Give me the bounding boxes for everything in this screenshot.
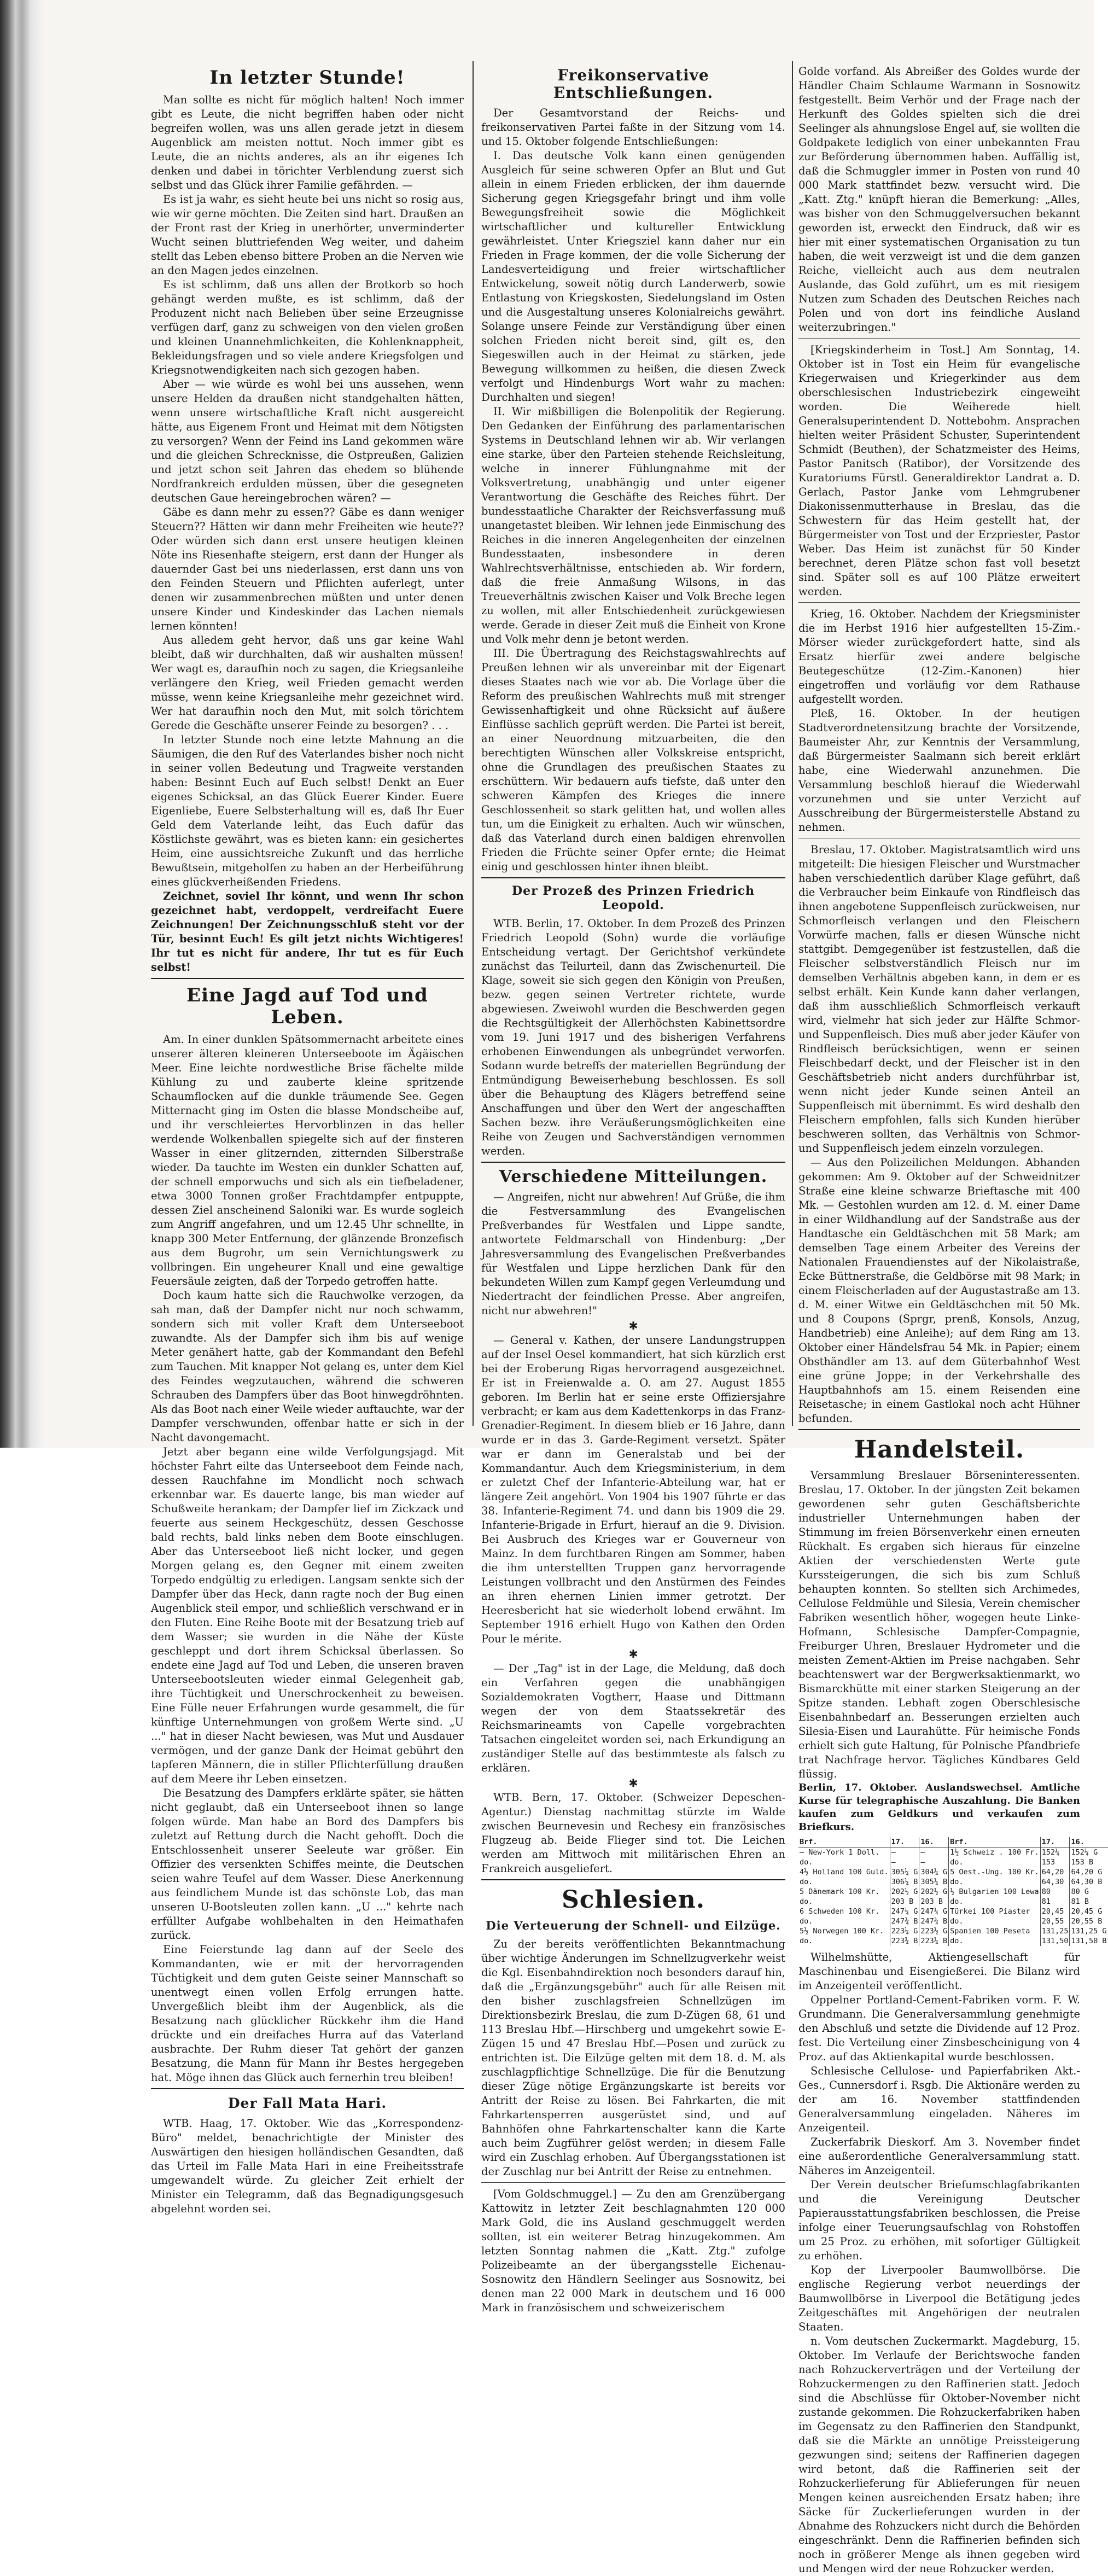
section-rule bbox=[798, 602, 1080, 603]
section-rule bbox=[481, 877, 785, 878]
table-cell: 223¾ B bbox=[890, 1936, 919, 1946]
article-paragraph: — Angreifen, nicht nur abwehren! Auf Grüße, die ihm die Festversammlung des Evangelischen Preßverbandes für Westfalen und Lippe sandte, antwortete Feldmarschall von Hindenburg: „Der Jahresversammlung des Evangelischen Preßverbandes für Westfalen und Lippe herzlichen Dank für den bekundeten Willen zum Kampf gegen Verleumdung und Niedertracht der feindlichen Presse. Aber angreifen, nicht nur abwehren!" bbox=[481, 1191, 785, 1317]
table-header-cell: 17. bbox=[890, 1837, 919, 1848]
table-cell: 80 G bbox=[1071, 1887, 1089, 1896]
table-row bbox=[798, 1916, 1108, 1926]
column-left bbox=[151, 65, 464, 2215]
table-cell: 1½ Schweiz . 100 Fr. bbox=[949, 1848, 1041, 1858]
headline-handelsteil: Handelsteil. bbox=[854, 1436, 1025, 1464]
table-cell: do. bbox=[949, 1936, 1041, 1946]
table-cell: 81 B bbox=[1071, 1897, 1089, 1906]
table-cell: 152¼ bbox=[1040, 1848, 1070, 1858]
table-row bbox=[798, 1887, 1108, 1897]
article-paragraph: Jetzt aber begann eine wilde Verfolgungsjagd. Mit höchster Fahrt eilte das Unterseeboot dem Feinde nach, dessen Rauchfahne im Mondlicht noch schwach erkennbar war. Es dauerte lange, bis man wieder auf Schußweite herankam; der Dampfer lief im Zickzack und feuerte aus seinem Heckgeschütz, dessen Geschosse bald rechts, bald links neben dem Boote einschlugen. Aber das Unterseeboot ließ nicht locker, und gegen Morgen gelang es, den Gegner mit einem zweiten Torpedo endgültig zu erledigen. Langsam senkte sich der Dampfer über das Heck, dann ragte noch der Bug einen Augenblick steil empor, und schließlich verschwand er in den Fluten. Eine Reihe Boote mit der Besatzung trieb auf dem Wasser; sie wurden in die Nähe der Küste geschleppt und dort ihrem Schicksal überlassen. So endete eine Jagd auf Tod und Leben, die unseren braven Unterseebootsleuten wieder einmal Gelegenheit gab, ihre Tüchtigkeit und Unerschrockenheit zu beweisen. Eine Fülle neuer Erfahrungen wurde gesammelt, die für künftige Unternehmungen von großem Werte sind. „U ..." hat in dieser Nacht bewiesen, was Mut und Ausdauer vermögen, und der ganze Dank der Heimat gebührt den tapferen Männern, die in stiller Pflichterfüllung draußen auf dem Meere ihr Leben einsetzen. bbox=[151, 1446, 464, 1785]
table-cell: 81 bbox=[1040, 1897, 1070, 1907]
article-paragraph: III. Die Übertragung des Reichstagswahlrechts auf Preußen lehnen wir als unvereinbar mit der Eigenart dieses Staates nach wie vor ab. Die Vorlage über die Reform des preußischen Wahlrechts muß mit strenger Gewissenhaftigkeit und ohne Rücksicht auf äußere Einflüsse sachlich geprüft werden. Die Partei ist bereit, an einer Neuordnung mitzuarbeiten, die den berechtigten Wünschen aller Volkskreise entspricht, ohne die Grundlagen des preußischen Staates zu erschüttern. Wir bedauern aufs tiefste, daß unter den schweren Kämpfen des Krieges die innere Geschlossenheit so stark gelitten hat, und wollen alles tun, um die Einigkeit zu erhalten. Auch wir wünschen, daß das Vaterland durch einen baldigen ehrenvollen Frieden die Früchte seiner Opfer ernte; die Heimat einig und geschlossen hinter ihnen bleibt. bbox=[481, 647, 785, 873]
table-cell: 64,20 bbox=[1040, 1867, 1070, 1877]
table-cell: 203 B bbox=[890, 1897, 919, 1907]
section-rule bbox=[481, 1879, 785, 1880]
section-rule bbox=[481, 2182, 785, 2183]
article-paragraph: Wilhelmshütte, Aktiengesellschaft für Maschinenbau und Eisengießerei. Die Bilanz wird im Anzeigenteil veröffentlicht. bbox=[798, 1951, 1080, 1992]
table-cell: 131,50 bbox=[1040, 1936, 1070, 1946]
subheadline-verteuerung: Die Verteuerung der Schnell- und Eilzüge. bbox=[486, 1919, 781, 1932]
article-paragraph: WTB. Bern, 17. Oktober. (Schweizer Depeschen-Agentur.) Dienstag nachmittag stürzte im Walde zwischen Beurnevesin und Rechesy ein französisches Flugzeug ab. Beide Flieger sind tot. Die Leichen werden am Mittwoch mit militärischen Ehren an Frankreich ausgeliefert. bbox=[481, 1791, 785, 1875]
section-rule bbox=[151, 2088, 464, 2089]
headline-fall-mata-hari: Der Fall Mata Hari. bbox=[228, 2095, 387, 2111]
table-cell: 80 bbox=[1040, 1887, 1070, 1897]
table-cell: 131,50 B bbox=[1071, 1937, 1107, 1945]
table-cell: do. bbox=[949, 1916, 1041, 1926]
newspaper-page bbox=[43, 0, 1107, 2575]
article-paragraph: Gäbe es dann mehr zu essen?? Gäbe es dann weniger Steuern?? Hätten wir dann mehr Freiheiten wie heute?? Oder würden sich dann erst unsere heutigen kleinen Nöte ins Riesenhafte steigern, erst dann der Hunger als dauernder Gast bei uns niederlassen, erst dann uns von den Feinden Steuern und Pflichten auferlegt, unter denen wir zusammenbrechen müßten und unter denen unsere Kinder und Kindeskinder das Lachen niemals lernen könnten! bbox=[151, 506, 464, 632]
table-cell: 202½ G bbox=[919, 1887, 949, 1897]
headline-verschiedene-mitteilungen: Verschiedene Mitteilungen. bbox=[499, 1167, 768, 1186]
article-paragraph: Der Gesamtvorstand der Reichs- und freikonservativen Partei faßte in der Sitzung vom 14. und 15. Oktober folgende Entschließungen: bbox=[481, 107, 785, 148]
table-header-cell: Brf. bbox=[798, 1837, 890, 1848]
article-paragraph: Breslau, 17. Oktober. Magistratsamtlich wird uns mitgeteilt: Die hiesigen Fleischer und Wurstmacher haben verschiedentlich darüber Klage geführt, daß die Verbraucher beim Einkaufe von Rindfleisch das ihnen angebotene Suppenfleisch zurückweisen, nur Schmorfleisch verlangen und den Fleischern Vorwürfe machen, falls er diesen Wünsche nicht stattgibt. Demgegenüber ist festzustellen, daß die Fleischer selbstverständlich Fleisch nur im demselben Verhältnis abgeben kann, in dem er es selbst erhält. Kein Kunde kann daher verlangen, daß ihm ausschließlich Schmorfleisch verkauft wird, vielmehr hat sich jeder zur Hälfte Schmor- und Suppenfleisch. Dies muß aber jeder Käufer von Rindfleisch berücksichtigen, wenn er seinen Fleischbedarf deckt, und der Fleischer ist in den Geschäftsbetrieb nicht anders durchführbar ist, wenn nicht jeder Kunde seinen Anteil an Suppenfleisch mit übernimmt. Es wird deshalb den Fleischern empfohlen, falls sich Kunden hierüber beschweren sollten, das Verhältnis von Schmor- und Suppenfleisch jedem einzeln vorzulegen. bbox=[798, 843, 1080, 1155]
table-cell: 247¾ B bbox=[890, 1916, 919, 1926]
headline-freikonservative: Freikonservative Entschließungen. bbox=[553, 66, 714, 102]
article-paragraph: In letzter Stunde noch eine letzte Mahnung an die Säumigen, die den Ruf des Vaterlandes bisher noch nicht in seiner vollen Bedeutung und Tragweite verstanden haben: Besinnt Euch auf Euch selbst! Denkt an Euer eigenes Schicksal, an das Glück Euerer Kinder. Euere Eigenliebe, Euere Selbsterhaltung will es, daß Ihr Euer Geld dem Vaterlande leiht, das Euch dafür das Köstlichste gewährt, was es bieten kann: ein gesichertes Heim, eine aussichtsreiche Zukunft und das herrliche Bewußtsein, mitgeholfen zu haben an der Herbeiführung eines glückverheißenden Friedens. bbox=[151, 733, 464, 888]
table-cell: — bbox=[890, 1857, 919, 1867]
headline-prozess-prinz: Der Prozeß des Prinzen Friedrich Leopold. bbox=[512, 884, 755, 912]
table-cell: 20,45 bbox=[1040, 1907, 1070, 1916]
table-cell: do. bbox=[949, 1857, 1041, 1867]
table-cell: 305¼ B bbox=[919, 1877, 949, 1887]
table-cell: do. bbox=[949, 1897, 1041, 1907]
table-cell: 64,20 G bbox=[1071, 1868, 1103, 1876]
table-cell: 152¼ G bbox=[1071, 1848, 1098, 1857]
table-row bbox=[798, 1926, 1108, 1936]
table-cell: 247¼ G bbox=[890, 1907, 919, 1916]
table-cell: Spanien 100 Peseta bbox=[949, 1926, 1041, 1936]
article-paragraph: Man sollte es nicht für möglich halten! Noch immer gibt es Leute, die nicht begriffen haben oder nicht begreifen wollen, was uns allen gerade jetzt in diesem Augenblick am meisten nottut. Noch immer gibt es Leute, die an nichts anderes, als an ihr eigenes Ich denken und dabei in törichter Verblendung zuerst sich selbst und das Glück ihrer Familie gefährden. — bbox=[151, 94, 464, 191]
article-paragraph: — General v. Kathen, der unsere Landungstruppen auf der Insel Oesel kommandiert, hat sich kürzlich erst bei der Eroberung Rigas hervorragend ausgezeichnet. Er ist in Freienwalde a. O. am 27. August 1855 geboren. Im Berlin hat er seine erste Offiziersjahre verbracht; er kam aus dem Kadettenkorps in das Franz-Grenadier-Regiment. In diesem blieb er 16 Jahre, dann wurde er in das 3. Garde-Regiment versetzt. Später war er dann im Generalstab und bei der Kommandantur. Auch dem Kriegsministerium, in dem er zuletzt Chef der Infanterie-Abteilung war, hat er längere Zeit angehört. Von 1904 bis 1907 führte er das 38. Infanterie-Regiment 74. und dann bis 1909 die 29. Infanterie-Brigade in Erfurt, hierauf an die 9. Division. Bei Ausbruch des Krieges war er Gouverneur von Mainz. In dem furchtbaren Ringen am Sommer, haben die ihm unterstellten Truppen ganz hervorragende Leistungen vollbracht und den Anstürmen des Feindes an ihren ehernen Linien immer getrotzt. Der Heeresbericht hat sie wiederholt lobend erwähnt. Im September 1916 erhielt Hugo von Kathen den Orden Pour le mérite. bbox=[481, 1334, 785, 1645]
section-rule bbox=[798, 1429, 1080, 1430]
article-paragraph: [Vom Goldschmuggel.] — Zu den am Grenzübergang Kattowitz in letzter Zeit beschlagnahmten 120 000 Mark Gold, die ins Ausland geschmuggelt werden sollten, ist ein weiterer Betrag hinzugekommen. Am letzten Sonntag nahmen die „Katt. Ztg." zufolge Polizeibeamte an der übergangsstelle Eichenau-Sosnowitz den Händlern Seelinger aus Sosnowitz, bei denen man 22 000 Mark in deutschem und 16 000 Mark in französischem und schweizerischem bbox=[481, 2188, 785, 2314]
column-divider bbox=[792, 61, 793, 1426]
table-header-cell: 16. bbox=[1070, 1837, 1108, 1848]
table-cell: 203 B bbox=[919, 1897, 949, 1907]
table-cell: — bbox=[919, 1848, 949, 1858]
article-paragraph: WTB. Haag, 17. Oktober. Wie das „Korrespondenz-Büro" meldet, benachrichtigte der Minister des Auswärtigen den hiesigen holländischen Gesandten, daß das Urteil im Falle Mata Hari in eine Freiheitsstrafe umgewandelt würde. Zu gleicher Zeit erhielt der Minister ein Telegramm, daß das Begnadigungsgesuch abgelehnt worden sei. bbox=[151, 2117, 464, 2215]
table-cell: 305¼ G bbox=[890, 1867, 919, 1877]
article-paragraph: Zeichnet, soviel Ihr könnt, und wenn Ihr schon gezeichnet habt, verdoppelt, verdreifacht Euere Zeichnungen! Der Zeichnungsschluß steht vor der Tür, besinnt Euch! Es gilt jetzt nichts Wichtigeres! Ihr tut es nicht für andere, Ihr tut es für Euch selbst! bbox=[151, 890, 464, 974]
article-paragraph: Kop der Liverpooler Baumwollbörse. Die englische Regierung verbot neuerdings der Baumwollbörse in Liverpool die Betätigung jedes Zeitgeschäftes mit Angehörigen der neutralen Staaten. bbox=[798, 2264, 1080, 2333]
exchange-rate-table bbox=[798, 1837, 1107, 1946]
article-paragraph: I. Das deutsche Volk kann einen genügenden Ausgleich für seine schweren Opfer an Blut und Gut allein in einem Frieden erblicken, der ihm dauernde Sicherung gegen Kriegsgefahr bringt und ihm volle Bewegungsfreiheit sowie die Möglichkeit wirtschaftlicher und kultureller Entwicklung gewährleistet. Unter Kriegsziel kann daher nur ein Frieden in Frage kommen, der die volle Sicherung der Landesverteidigung und freier wirtschaftlicher Entwickelung, soweit nötig durch Landerwerb, sowie Entlastung von Kriegskosten, Siedelungsland im Osten und die Ausgestaltung unseres Kolonialreichs gewährt. Solange unsere Feinde zur Verständigung über einen solchen Frieden nicht bereit sind, gilt es, den Siegeswillen auch in der Heimat zu stärken, jede Bewegung willkommen zu heißen, die diesen Zweck verfolgt und Hindenburgs Wort wahr zu machen: Durchhalten und siegen! bbox=[481, 149, 785, 404]
table-cell: 5 Dänemark 100 Kr. bbox=[798, 1887, 890, 1897]
column-divider bbox=[473, 61, 474, 1426]
separator-star: ✱ bbox=[628, 1647, 638, 1660]
table-cell: 20,45 G bbox=[1071, 1907, 1103, 1916]
table-cell: 202½ G bbox=[890, 1887, 919, 1897]
article-paragraph: WTB. Berlin, 17. Oktober. In dem Prozeß des Prinzen Friedrich Leopold (Sohn) wurde die vorläufige Entscheidung vertagt. Der Gerichtshof verkündete zunächst das Teilurteil, dann das Zwischenurteil. Die Klage, soweit sie sich gegen den Königin von Preußen, bezw. gegen seinen Vertreter richtete, wurde abgewiesen. Zweiwohl wurden die Beschwerden gegen die Rechtsgültigkeit der Allerhöchsten Kabinettsordre vom 19. Juni 1917 und des bisherigen Verfahrens erhobenen Einwendungen als unbegründet verworfen. Sodann wurde betreffs der materiellen Begründung der Entmündigung Beweiserhebung beschlossen. Es soll über die Behauptung des Klägers betreffend seine Anschaffungen und über den Wert der angeschafften Sachen bezw. ihre Veräußerungsmöglichkeiten eine Reihe von Zeugen und Sachverständigen vernommen werden. bbox=[481, 917, 785, 1157]
headline-eine-jagd: Eine Jagd auf Tod und Leben. bbox=[186, 984, 428, 1028]
table-cell: 223½ G bbox=[919, 1926, 949, 1936]
table-cell: do. bbox=[949, 1877, 1041, 1887]
table-row bbox=[798, 1848, 1108, 1858]
table-cell: 131,25 G bbox=[1071, 1927, 1107, 1936]
table-row bbox=[798, 1897, 1108, 1907]
article-paragraph: Schlesische Cellulose- und Papierfabriken Akt.-Ges., Cunnersdorf i. Rsgb. Die Aktionäre werden zu der am 16. November stattfindenden Generalversammlung eingeladen. Näheres im Anzeigenteil. bbox=[798, 2065, 1080, 2134]
article-paragraph: Es ist schlimm, daß uns allen der Brotkorb so hoch gehängt werden mußte, es ist schlimm, daß der Produzent nicht nach Belieben über seine Erzeugnisse verfügen darf, ganz zu schweigen von den vielen großen und kleinen Unannehmlichkeiten, die Kohlenknappheit, Bekleidungsfragen und so viele andere Kriegsfolgen und Kriegsnotwendigkeiten nach sich gezogen haben. bbox=[151, 278, 464, 376]
article-paragraph: Pleß, 16. Oktober. In der heutigen Stadtverordnetensitzung brachte der Vorsitzende, Baumeister Ahr, zur Kenntnis der Versammlung, daß Bürgermeister Saalmann sich bereit erklärt habe, eine Wiederwahl anzunehmen. Die Versammlung beschloß hierauf die Wiederwahl vorzunehmen und sie unter Verzicht auf Ausschreibung der Bürgermeisterstelle Abstand zu nehmen. bbox=[798, 707, 1080, 834]
table-row bbox=[798, 1936, 1108, 1946]
table-header-cell: 17. bbox=[1040, 1837, 1070, 1848]
table-cell: 223¼ G bbox=[890, 1926, 919, 1936]
article-paragraph: Doch kaum hatte sich die Rauchwolke verzogen, da sah man, daß der Dampfer nicht nur noch schwamm, sondern sich mit voller Kraft dem Unterseeboot zuwandte. Als der Dampfer sich ihm bis auf wenige Meter genähert hatte, gab der Kommandant den Befehl zum Tauchen. Mit knapper Not gelang es, unter dem Kiel des Feindes wegzutauchen, während die schweren Schrauben des Dampfers über das Boot hinwegdröhnten. Als das Boot nach einer Weile wieder auftauchte, war der Dampfer verschwunden, offenbar hatte er sich in der Nacht davongemacht. bbox=[151, 1289, 464, 1444]
table-cell: 20,55 bbox=[1040, 1916, 1070, 1926]
article-paragraph: Am. In einer dunklen Spätsommernacht arbeitete eines unserer älteren kleineren Unterseeboote im Ägäischen Meer. Eine leichte nordwestliche Brise fächelte milde Kühlung zu und zauberte kleine spritzende Schaumflocken auf die dunkle träumende See. Gegen Mitternacht ging im Osten die blasse Mondscheibe auf, und ihr verschleiertes Hervorblinzen in das heller werdende Wolkenballen spiegelte sich auf der finsteren Wasser in einer glitzernden, zitternden Silberstraße wieder. Da tauchte im Westen ein dunkler Schatten auf, der schnell emporwuchs und sich als ein tiefbeladener, etwa 3000 Tonnen großer Frachtdampfer entpuppte, dessen Ziel anscheinend Saloniki war. Es wurde sogleich zum Angriff angefahren, und um 12.45 Uhr schnellte, in knapp 300 Meter Entfernung, der glänzende Bronzefisch aus dem Bugrohr, um sein Vernichtungswerk zu vollbringen. Ein ungeheurer Knall und eine gewaltige Feuersäule zeigten, daß der Torpedo getroffen hatte. bbox=[151, 1033, 464, 1287]
separator-star: ✱ bbox=[628, 1776, 638, 1790]
table-cell: do. bbox=[798, 1916, 890, 1926]
table-row bbox=[798, 1907, 1108, 1916]
table-cell: 5½ Norwegen 100 Kr. bbox=[798, 1926, 890, 1936]
article-paragraph: Es ist ja wahr, es sieht heute bei uns nicht so rosig aus, wie wir gerne möchten. Die Zeiten sind hart. Draußen an der Front rast der Krieg in unerhörter, unverminderter Wucht seinen bluttriefenden Weg weiter, und daheim stellt das Leben ebenso bittere Proben an die Nerven wie an den Magen jedes einzelnen. bbox=[151, 193, 464, 277]
table-cell: — bbox=[919, 1857, 949, 1867]
table-cell: 247¼ G bbox=[919, 1907, 949, 1916]
section-rule bbox=[481, 1162, 785, 1163]
table-cell: 153 bbox=[1040, 1857, 1070, 1867]
table-row bbox=[798, 1857, 1108, 1867]
table-cell: — bbox=[890, 1848, 919, 1858]
article-paragraph: Krieg, 16. Oktober. Nachdem der Kriegsminister die im Herbst 1916 hier aufgestellten 15-Zim.-Mörser wieder zurückgefordert hatte, sind als Ersatz hierfür zwei andere belgische Beutegeschütze (12-Zim.-Kanonen) hier eingetroffen und vorläufig vor dem Rathause aufgestellt worden. bbox=[798, 608, 1080, 706]
table-cell: Türkei 100 Piaster bbox=[949, 1907, 1041, 1916]
article-paragraph: Die Besatzung des Dampfers erklärte später, sie hätten nicht geglaubt, daß ein Unterseeboot ihnen so lange folgen würde. Man habe an Bord des Dampfers bis zuletzt auf Rettung durch die Nacht gehofft. Doch die Entschlossenheit unserer Seeleute war größer. Ein Offizier des versenkten Schiffes meinte, die Deutschen seien wahre Teufel auf dem Wasser. Diese Anerkennung aus feindlichem Munde ist das schönste Lob, das man unseren U-Bootsleuten zollen kann. „U ..." kehrte nach erfüllter Aufgabe wohlbehalten in den Heimathafen zurück. bbox=[151, 1787, 464, 1942]
table-cell: 20,55 B bbox=[1071, 1917, 1103, 1926]
table-cell: do. bbox=[798, 1936, 890, 1946]
article-paragraph: [Kriegskinderheim in Tost.] Am Sonntag, 14. Oktober ist in Tost ein Heim für evangelische Kriegerwaisen und Kriegerkinder aus dem oberschlesischen Industriebezirk eingeweiht worden. Die Weiherede hielt Generalsuperintendent D. Nottebohm. Ansprachen hielten weiter Präsident Schuster, Superintendent Schmidt (Beuthen), der Schatzmeister des Heims, Pastor Panitsch (Ratibor), der Vorsitzende des Kuratoriums Fürstl. Generaldirektor Landrat a. D. Gerlach, Pastor Janke vom Lehmgrubener Diakonissenmutterhause in Breslau, das die Schwestern für das Heim gestellt hat, der Bürgermeister von Tost und der Erzpriester, Pastor Weber. Das Heim ist zunächst für 50 Kinder berechnet, deren Plätze schon fast voll besetzt sind. Später soll es auf 100 Plätze erweitert werden. bbox=[798, 343, 1080, 598]
table-cell: 4½ Holland 100 Guld. bbox=[798, 1867, 890, 1877]
article-paragraph: Zuckerfabrik Dieskorf. Am 3. November findet eine außerordentliche Generalversammlung statt. Näheres im Anzeigenteil. bbox=[798, 2136, 1080, 2177]
article-paragraph: — Aus den Polizeilichen Meldungen. Abhanden gekommen: Am 9. Oktober auf der Schweidnitzer Straße eine kleine schwarze Brieftasche mit 400 Mk. — Gestohlen wurden am 12. d. M. einer Dame in einer Wildhandlung auf der Sandstraße aus der Handtasche ein Geldtäschchen mit 58 Mark; am demselben Tage einem Arbeiter des Vereins der Nationalen Frauendienstes auf der Nikolaistraße, Ecke Büttnerstraße, die Geldbörse mit 98 Mark; in einem Fleischerladen auf der Augustastraße am 13. d. M. einer Witwe ein Geldtäschchen mit 50 Mk. und 8 Coupons (Sprgr, prenß, Konsols, Anzug, Handbetrieb) eine Anleihe); auf dem Ring am 13. Oktober einer Händelsfrau 54 Mk. in Papier; einem Obsthändler am 13. auf dem Güterbahnhof West eine grüne Joppe; in der Verkehrshalle des Hauptbahnhofs am 15. einem Reisenden eine Reisetasche; in einem Gastlokal noch acht Hühner befunden. bbox=[798, 1156, 1080, 1425]
table-cell: 304¼ G bbox=[919, 1867, 949, 1877]
headline-schlesien: Schlesien. bbox=[561, 1886, 705, 1914]
table-cell: 6 Schweden 100 Kr. bbox=[798, 1907, 890, 1916]
table-row bbox=[798, 1867, 1108, 1877]
table-cell: 64,30 bbox=[1040, 1877, 1070, 1887]
table-row bbox=[798, 1877, 1108, 1887]
column-middle bbox=[481, 65, 785, 2314]
separator-star: ✱ bbox=[628, 1319, 638, 1332]
table-cell: ½ Bulgarien 100 Lewa bbox=[949, 1887, 1041, 1897]
article-paragraph: Zu der bereits veröffentlichten Bekanntmachung über wichtige Änderungen im Schnellzugverkehr weist die Kgl. Eisenbahndirektion noch besonders darauf hin, daß die „Ergänzungsgebühr" auch für alle Reisen mit den bisher zuschlagsfreien Schnellzügen im Direktionsbezirk Breslau, die zum D-Zügen 68, 61 und 113 Breslau Hbf.—Hirschberg und umgekehrt sowie E-Zügen 15 und 47 Breslau Hbf.—Posen und zurück zu entrichten ist. Die Eilzüge gelten mit dem 18. d. M. als zuschlagpflichtige Schnellzüge. Die für die Benutzung dieser Züge nötige Ergänzungskarte ist bereits vor Antritt der Reise zu lösen. Bei Fahrkarten, die mit Fahrkartensperren ausgerüstet sind, und auf Bahnhöfen ohne Fahrkartenschalter kann die Karte auch beim Zugführer gelöst werden; in diesem Falle wird ein Zuschlag erhoben. Auf Übergangsstationen ist der Zuschlag nur bei Antritt der Reise zu entnehmen. bbox=[481, 1938, 785, 2178]
table-cell: do. bbox=[798, 1897, 890, 1907]
article-paragraph: Golde vorfand. Als Abreißer des Goldes wurde der Händler Chaim Schlaume Warmann in Sosnowitz festgestellt. Beim Verhör und der Frage nach der Herkunft des Goldes spielten sich die drei Seelinger als ahnungslose Engel auf, sie wollten die Goldpakete lediglich von einer unbekannten Frau zur Beförderung übernommen haben. Auffällig ist, daß die Schmuggler immer in Posten von rund 40 000 Mark stattfindet bezw. versucht wird. Die „Katt. Ztg." knüpft hieran die Bemerkung: „Alles, was bisher von den Schmuggelversuchen bekannt geworden ist, erweckt den Eindruck, daß wir es hier mit einer systematischen Organisation zu tun haben, die weit verzweigt ist und die dem ganzen Reiche, vielleicht auch aus dem neutralen Auslande, das Gold zuführt, um es mit riesigem Nutzen zum Schaden des Deutschen Reiches nach Polen und von dort ins feindliche Ausland weiterzubringen." bbox=[798, 65, 1080, 334]
article-paragraph: Versammlung Breslauer Börseninteressenten. Breslau, 17. Oktober. In der jüngsten Zeit bekamen gewordenen sehr guten Geschäftsberichte industrieller Unternehmungen haben der Stimmung im freien Börsenverkehr einen erneuten Rückhalt. Es ergaben sich hieraus für einzelne Aktien der verschiedensten Werte gute Kurssteigerungen, die sich bis zum Schluß behaupten konnten. So stellten sich Archimedes, Cellulose Feldmühle und Silesia, Verein chemischer Fabriken wesentlich höher, wogegen heute Linke-Hofmann, Schlesische Dampfer-Compagnie, Freiburger Uhren, Breslauer Hydrometer und die meisten Zement-Aktien im Preise nachgaben. Sehr beachtenswert war der Bergwerksaktienmarkt, wo Bismarckhütte mit einer starken Steigerung an der Spitze standen. Lebhaft zogen Oberschlesische Eisenbahnbedarf an. Besserungen erzielten auch Silesia-Eisen und Laurahütte. Für heimische Fonds erhielt sich gute Haltung, für Polnische Pfandbriefe trat Nachfrage hervor. Tägliches Kündbares Geld flüssig. bbox=[798, 1469, 1080, 1780]
table-header-cell: 16. bbox=[919, 1837, 949, 1848]
article-paragraph: Eine Feierstunde lag dann auf der Seele des Kommandanten, wie er mit der hervorragenden Tüchtigkeit und dem guten Geiste seiner Mannschaft so unentwegt einen vollen Erfolg errungen hatte. Unvergeßlich bleibt ihm der Augenblick, als die Besatzung nach glücklicher Rückkehr ihm die Hand drückte und ein dreifaches Hurra auf das Vaterland ausbrachte. Der Ruhm dieser Tat gehört der ganzen Besatzung, die Mann für Mann ihr Bestes hergegeben hat. Möge ihnen das Glück auch fernerhin treu bleiben! bbox=[151, 1943, 464, 2084]
table-header-cell: Brf. bbox=[949, 1837, 1041, 1848]
article-paragraph: n. Vom deutschen Zuckermarkt. Magdeburg, 15. Oktober. Im Verlaufe der Berichtswoche fanden nach Rohzuckerverträgen und der Verteilung der Rohzuckermengen zu den Raffinerien statt. Jedoch sind die Abschlüsse für Oktober-November nicht zustande gekommen. Die Rohzuckerfabriken haben im Gegensatz zu den Raffinerien den Standpunkt, daß sie die Märkte an unnötige Preissteigerung gezwungen sind; seitens der Raffinerien dagegen wird betont, daß die Raffinerien seit der Rohzuckerlieferung für Ablieferungen für neuen Mengen keinen ausreichenden Ersatz haben; ihre Säcke für Zuckerlieferungen wurden in der Abnahme des Rohzuckers nicht durch die Behörden eingeschränkt. Denn die Raffinerien befinden sich noch in größerer Menge als ihnen gegeben wird und Mengen wird der neue Rohzucker werden. bbox=[798, 2335, 1080, 2575]
table-cell: 5 Oest.-Ung. 100 Kr. bbox=[949, 1867, 1041, 1877]
table-cell: 153 B bbox=[1071, 1858, 1094, 1867]
article-paragraph: II. Wir mißbilligen die Bolenpolitik der Regierung. Den Gedanken der Einführung des parlamentarischen Systems in Deutschland lehnen wir ab. Wir verlangen eine starke, über den Parteien stehende Reichsleitung, welche in innerer Fühlungnahme mit der Volksvertretung, unabhängig und unter eigener Verantwortung die Geschäfte des Reiches führt. Der bundesstaatliche Charakter der Reichsverfassung muß unangetastet bleiben. Wir lehnen jede Einmischung des Reiches in die inneren Angelegenheiten der einzelnen Bundesstaaten, insbesondere in deren Wahlrechtsverhältnisse, entschieden ab. Wir fordern, daß die freie Anmaßung Wilsons, in das Treueverhältnis zwischen Kaiser und Volk Breche legen zu wollen, mit aller Entschiedenheit zurückgewiesen werde. Gerade in dieser Zeit muß die Einheit von Krone und Volk mehr denn je betont werden. bbox=[481, 405, 785, 645]
headline-in-letzter-stunde: In letzter Stunde! bbox=[209, 67, 405, 89]
article-paragraph: Oppelner Portland-Cement-Fabriken vorm. F. W. Grundmann. Die Generalversammlung genehmigte den Abschluß und setzte die Dividende auf 12 Proz. fest. Die Verteilung einer Zinsbescheinigung von 4 Proz. auf das Aktienkapital wurde beschlossen. bbox=[798, 1994, 1080, 2063]
column-right bbox=[798, 65, 1107, 2575]
table-cell: do. bbox=[798, 1857, 890, 1867]
article-paragraph: Aus alledem geht hervor, daß uns gar keine Wahl bleibt, daß wir durchhalten, daß wir aushalten müssen! Wer wagt es, daraufhin noch zu sagen, die Kriegsanleihe verlängere den Krieg, weil Frieden gemacht werden müsse, wenn keine Kriegsanleihe mehr gezeichnet wird. Wer hat daraufhin noch den Mut, mit solch törichtem Gerede die Geschäfte unserer Feinde zu besorgen? . . . bbox=[151, 634, 464, 732]
table-cell: do. bbox=[798, 1877, 890, 1887]
table-cell: 131,25 bbox=[1040, 1926, 1070, 1936]
table-cell: — New-York 1 Doll. bbox=[798, 1848, 890, 1858]
book-spine bbox=[0, 0, 43, 1448]
table-cell: 247¾ B bbox=[919, 1916, 949, 1926]
article-paragraph: Aber — wie würde es wohl bei uns aussehen, wenn unsere Helden da draußen nicht standgehalten hätten, wenn unsere wirtschaftliche Kraft nicht ausgereicht hätte, aus Eigenem Front und Heimat mit dem Nötigsten zu versorgen? Wenn der Feind ins Land gekommen wäre und die gleichen Schrecknisse, die Ostpreußen, Galizien und jetzt schon seit Jahren das ehedem so blühende Nordfrankreich erdulden müssen, über die gesegneten deutschen Gaue hereingebrochen wären? — bbox=[151, 378, 464, 504]
article-paragraph: Der Verein deutscher Briefumschlagfabrikanten und die Vereinigung Deutscher Papierausstattungsfabriken beschlossen, die Preise infolge einer Teuerungsaufschlag von Rohstoffen um 25 Proz. zu erhöhen, mit sofortiger Gültigkeit zu erhöhen. bbox=[798, 2178, 1080, 2262]
section-rule bbox=[798, 338, 1080, 339]
table-cell: 64,30 B bbox=[1071, 1878, 1103, 1886]
exchange-table-caption: Berlin, 17. Oktober. Auslandswechsel. Amtliche Kurse für telegraphische Auszahlung. Die Banken kaufen zum Geldkurs und verkaufen zum Briefkurs. bbox=[798, 1782, 1080, 1833]
article-paragraph: — Der „Tag" ist in der Lage, die Meldung, daß doch ein Verfahren gegen die unabhängigen Sozialdemokraten Vogtherr, Haase und Dittmann wegen der von dem Staatssekretär des Reichsmarineamts von Capelle vorgebrachten Tatsachen eingeleitet worden sei, nach Erkundigung an zuständiger Stelle auf das bestimmteste als falsch zu erklären. bbox=[481, 1662, 785, 1774]
section-rule bbox=[151, 978, 464, 979]
table-cell: 223¼ B bbox=[919, 1936, 949, 1946]
table-cell: 306¼ B bbox=[890, 1877, 919, 1887]
